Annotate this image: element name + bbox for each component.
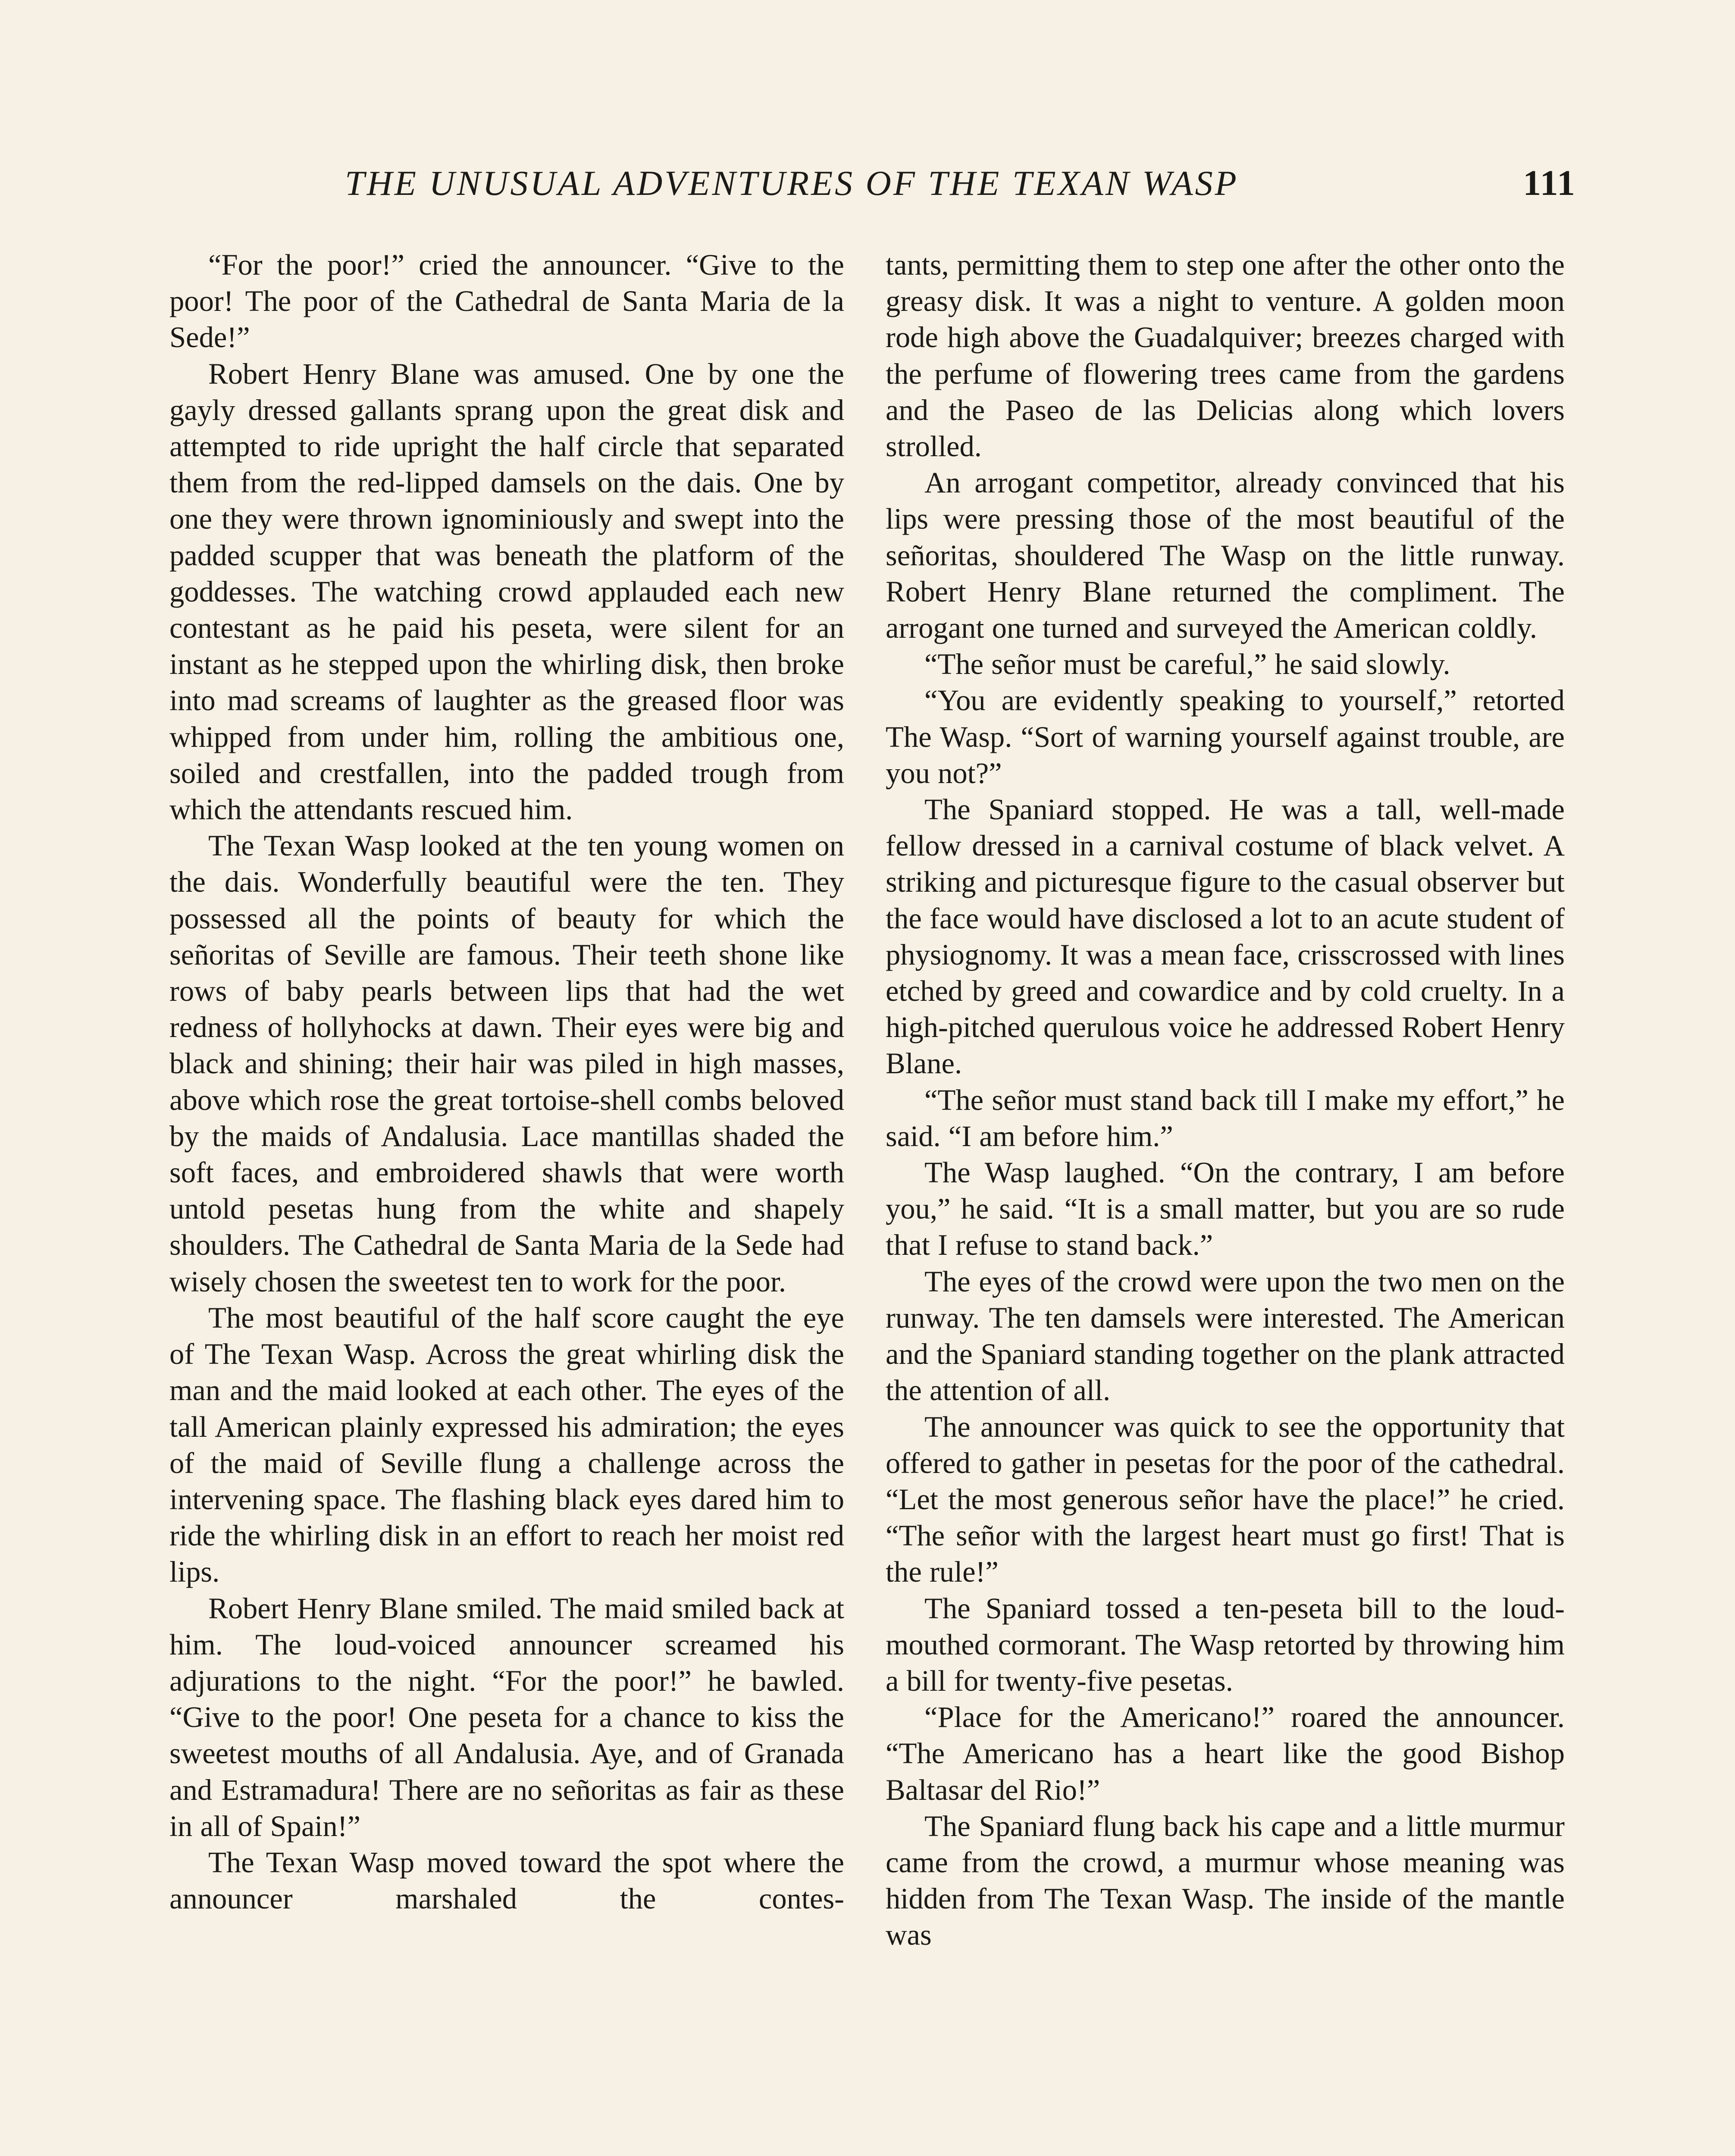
right-column: [886, 247, 1565, 1953]
paragraph: The eyes of the crowd were upon the two men on the runway. The ten damsels were interested. The American and the Spaniard standing together on the plank attracted the attention of all.: [886, 1265, 1565, 1407]
paragraph: “The señor must be careful,” he said slowly.: [924, 648, 1450, 681]
page-number: 111: [1523, 163, 1576, 203]
paragraph: The Spaniard tossed a ten-peseta bill to the loud-mouthed cormorant. The Wasp retorted by throwing him a bill for twenty-five pesetas.: [886, 1592, 1565, 1697]
paragraph: “Place for the Americano!” roared the announcer. “The Americano has a heart like the good Bishop Baltasar del Rio!”: [886, 1701, 1565, 1806]
paragraph: tants, permitting them to step one after the other onto the greasy disk. It was a night to venture. A golden moon rode high above the Guadalquiver; breezes charged with the perfume of flowering trees came from the gardens and the Paseo de las Delicias along which lovers strolled.: [886, 248, 1565, 463]
paragraph: Robert Henry Blane smiled. The maid smiled back at him. The loud-voiced announcer screamed his adjurations to the night. “For the poor!” he bawled. “Give to the poor! One peseta for a chance to kiss the sweetest mouths of all Andalusia. Aye, and of Granada and Estramadura! There are no señoritas as fair as these in all of Spain!”: [169, 1592, 844, 1843]
paragraph: Robert Henry Blane was amused. One by one the gayly dressed gallants sprang upon the great disk and attempted to ride upright the half circle that separated them from the red-lipped damsels on the dais. One by one they were thrown ignominiously and swept into the padded scupper that was beneath the platform of the goddesses. The watching crowd applauded each new contestant as he paid his peseta, were silent for an instant as he stepped upon the whirling disk, then broke into mad screams of laughter as the greased floor was whipped from under him, rolling the ambitious one, soiled and crestfallen, into the padded trough from which the attendants rescued him.: [169, 357, 844, 826]
paragraph: An arrogant competitor, already convinced that his lips were pressing those of the most beautiful of the señoritas, shouldered The Wasp on the little runway. Robert Henry Blane returned the compliment. The arrogant one turned and surveyed the American coldly.: [886, 466, 1565, 645]
running-header: [345, 163, 1576, 215]
paragraph: “The señor must stand back till I make my effort,” he said. “I am before him.”: [886, 1083, 1565, 1153]
left-column: [169, 247, 844, 1917]
paragraph: The Spaniard stopped. He was a tall, well-made fellow dressed in a carnival costume of black velvet. A striking and picturesque figure to the casual observer but the face would have disclosed a lot to an acute student of physiognomy. It was a mean face, crisscrossed with lines etched by greed and cowardice and by cold cruelty. In a high-pitched querulous voice he addressed Robert Henry Blane.: [886, 793, 1565, 1080]
paragraph: “You are evidently speaking to yourself,” retorted The Wasp. “Sort of warning yourself against trouble, are you not?”: [886, 684, 1565, 790]
paragraph: “For the poor!” cried the announcer. “Give to the poor! The poor of the Cathedral de Santa Maria de la Sede!”: [169, 248, 844, 354]
paragraph: The Texan Wasp moved toward the spot where the announcer marshaled the contes-: [169, 1846, 844, 1915]
paragraph: The Wasp laughed. “On the contrary, I am before you,” he said. “It is a small matter, but you are so rude that I refuse to stand back.”: [886, 1156, 1565, 1262]
running-title: THE UNUSUAL ADVENTURES OF THE TEXAN WASP: [345, 163, 1239, 203]
paragraph: The announcer was quick to see the opportunity that offered to gather in pesetas for the poor of the cathedral. “Let the most generous señor have the place!” he cried. “The señor with the largest heart must go first! That is the rule!”: [886, 1410, 1565, 1589]
paragraph: The most beautiful of the half score caught the eye of The Texan Wasp. Across the great whirling disk the man and the maid looked at each other. The eyes of the tall American plainly expressed his admiration; the eyes of the maid of Seville flung a challenge across the intervening space. The flashing black eyes dared him to ride the whirling disk in an effort to reach her moist red lips.: [169, 1301, 844, 1589]
paragraph: The Spaniard flung back his cape and a little murmur came from the crowd, a murmur whose meaning was hidden from The Texan Wasp. The inside of the mantle was: [886, 1809, 1565, 1952]
paragraph: The Texan Wasp looked at the ten young women on the dais. Wonderfully beautiful were the ten. They possessed all the points of beauty for which the señoritas of Seville are famous. Their teeth shone like rows of baby pearls between lips that had the wet redness of hollyhocks at dawn. Their eyes were big and black and shining; their hair was piled in high masses, above which rose the great tortoise-shell combs beloved by the maids of Andalusia. Lace mantillas shaded the soft faces, and embroidered shawls that were worth untold pesetas hung from the white and shapely shoulders. The Cathedral de Santa Maria de la Sede had wisely chosen the sweetest ten to work for the poor.: [169, 829, 844, 1298]
